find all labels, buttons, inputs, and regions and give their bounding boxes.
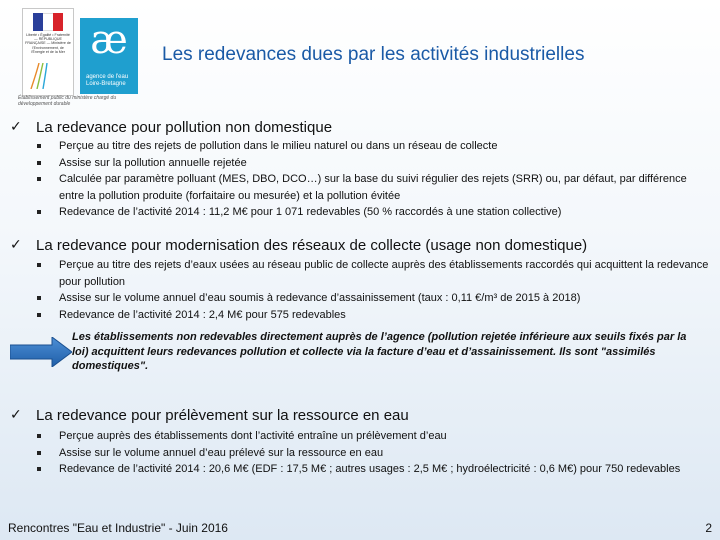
agency-logo-mark: æ: [90, 17, 128, 63]
list-item: Calculée par paramètre polluant (MES, DBO, DCO…) sur la base du suivi régulier des rejets (SRR) ou, par défaut, par différence entre la pollution produite (forfaitaire ou mesurée) et la pollution évitée: [36, 171, 712, 204]
square-bullet-icon: [37, 296, 41, 300]
slide-title: Les redevances dues par les activités industrielles: [162, 44, 585, 65]
square-bullet-icon: [37, 161, 41, 165]
list-item: Assise sur le volume annuel d’eau soumis à redevance d’assainissement (taux : 0,11 €/m³ de 2015 à 2018): [36, 290, 712, 307]
check-icon: ✓: [10, 407, 22, 423]
check-icon: ✓: [10, 237, 22, 253]
bullet-list: [36, 138, 712, 221]
bullet-list: [36, 428, 712, 478]
ministry-stripes-icon: [29, 63, 67, 89]
section-heading: La redevance pour modernisation des réseaux de collecte (usage non domestique): [36, 237, 588, 254]
republique-francaise-logo: [22, 8, 74, 96]
agence-eau-logo: [80, 18, 138, 94]
page-number: 2: [705, 521, 712, 535]
agency-name: agence de l'eau Loire-Bretagne: [86, 74, 129, 87]
establishment-caption: Établissement public du ministère chargé du développement durable: [18, 95, 117, 107]
assimiles-domestiques-note: Les établissements non redevables directement auprès de l’agence (pollution rejetée inférieure aux seuils fixés par la loi) acquittent leurs redevances pollution et collecte via la facture d’eau et d’assainissement. Ils sont "assimilés domestiques".: [72, 331, 687, 372]
section-heading: La redevance pour prélèvement sur la ressource en eau: [36, 407, 409, 424]
square-bullet-icon: [37, 263, 41, 267]
french-flag-icon: [33, 13, 63, 31]
bullet-list: [36, 257, 712, 323]
footer-event: Rencontres "Eau et Industrie" - Juin 2016: [8, 521, 228, 535]
square-bullet-icon: [37, 313, 41, 317]
list-item: Assise sur le volume annuel d’eau prélevé sur la ressource en eau: [36, 445, 712, 462]
square-bullet-icon: [37, 210, 41, 214]
square-bullet-icon: [37, 434, 41, 438]
list-item: Assise sur la pollution annuelle rejetée: [36, 155, 712, 172]
list-item: Perçue au titre des rejets d’eaux usées au réseau public de collecte auprès des établissements raccordés qui acquittent la redevance pour pollution: [36, 257, 712, 290]
list-item: Redevance de l’activité 2014 : 11,2 M€ pour 1 071 redevables (50 % raccordés à une station collective): [36, 204, 712, 221]
square-bullet-icon: [37, 451, 41, 455]
check-icon: ✓: [10, 119, 22, 135]
list-item: Redevance de l’activité 2014 : 2,4 M€ pour 575 redevables: [36, 307, 712, 324]
square-bullet-icon: [37, 144, 41, 148]
gov-logo-text: Liberté • Égalité • Fraternité — RÉPUBLIQUE FRANÇAISE — Ministère de l'Environnement, de l'Énergie et de la Mer: [25, 33, 71, 54]
list-item: Perçue au titre des rejets de pollution dans le milieu naturel ou dans un réseau de collecte: [36, 138, 712, 155]
list-item: Redevance de l’activité 2014 : 20,6 M€ (EDF : 17,5 M€ ; autres usages : 2,5 M€ ; hydroélectricité : 0,6 M€) pour 750 redevables: [36, 461, 712, 478]
square-bullet-icon: [37, 177, 41, 181]
right-arrow-icon: [10, 337, 72, 367]
list-item: Perçue auprès des établissements dont l’activité entraîne un prélèvement d’eau: [36, 428, 712, 445]
square-bullet-icon: [37, 467, 41, 471]
section-heading: La redevance pour pollution non domestique: [36, 119, 333, 136]
